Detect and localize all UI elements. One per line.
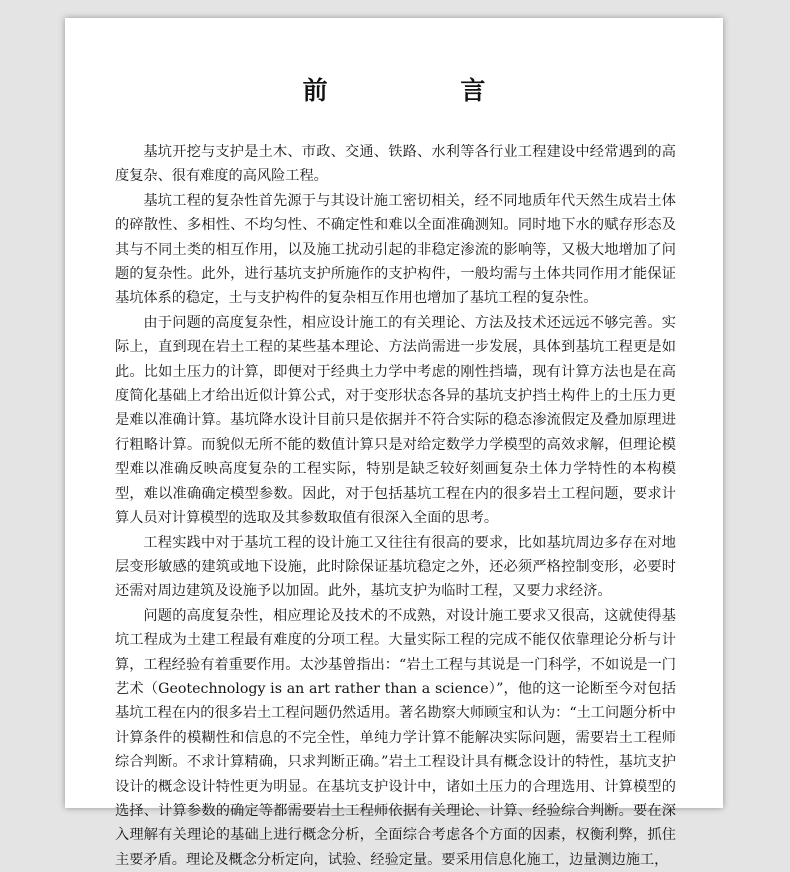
document-page [65,18,723,868]
paragraph: 基坑工程的复杂性首先源于与其设计施工密切相关，经不同地质年代天然生成岩土体的碎散性、多相性、不均匀性、不确定性和难以全面准确测知。同时地下水的赋存形态及其与不同土类的相互作用，以及施工扰动引起的非稳定渗流的影响等，又极大地增加了问题的复杂性。此外，进行基坑支护所施作的支护构件，一般均需与土体共同作用才能保证基坑体系的稳定，土与支护构件的复杂相互作用也增加了基坑工程的复杂性。 [115,192,676,307]
page-title: 前 言 [302,76,548,105]
paragraph: 由于问题的高度复杂性，相应设计施工的有关理论、方法及技术还远远不够完善。实际上，直到现在岩土工程的某些基本理论、方法尚需进一步发展，具体到基坑工程更是如此。比如土压力的计算，即便对于经典土力学中考虑的刚性挡墙，现有计算方法也是在高度简化基础上才给出近似计算公式，对于变形状态各异的基坑支护挡土构件上的土压力更是难以准确计算。基坑降水设计目前只是依据并不符合实际的稳态渗流假定及叠加原理进行粗略计算。而貌似无所不能的数值计算只是对给定数学力学模型的高效求解，但理论模型难以准确反映高度复杂的工程实际，特别是缺乏较好刻画复杂土体力学特性的本构模型，难以准确确定模型参数。因此，对于包括基坑工程在内的很多岩土工程问题，要求计算人员对计算模型的选取及其参数取值有很深入全面的思考。 [115,314,676,527]
paragraph: 问题的高度复杂性，相应理论及技术的不成熟，对设计施工要求又很高，这就使得基坑工程成为土建工程最有难度的分项工程。大量实际工程的完成不能仅依靠理论分析与计算，工程经验有着重要作用。太沙基曾指出：“岩土工程与其说是一门科学，不如说是一门艺术（Geotechnology is an art rather than a science）”，他的这一论断至今对包括基坑工程在内的很多岩土工程问题仍然适用。著名勘察大师顾宝和认为：“土工问题分析中计算条件的模糊性和信息的不完全性，单纯力学计算不能解决实际问题，需要岩土工程师综合判断。不求计算精确，只求判断正确。”岩土工程设计具有概念设计的特性，基坑支护设计的概念设计特性更为明显。在基坑支护设计中，诸如土压力的合理选用、计算模型的选择、计算参数的确定等都需要岩土工程师依据有关理论、计算、经验综合判断。要在深入理解有关理论的基础上进行概念分析，全面综合考虑各个方面的因素，权衡利弊，抓住主要矛盾。理论及概念分析定向，试验、经验定量。要采用信息化施工，边量测边施工， [115,607,676,868]
paragraph: 工程实践中对于基坑工程的设计施工又往往有很高的要求，比如基坑周边多存在对地层变形敏感的建筑或地下设施，此时除保证基坑稳定之外，还必须严格控制变形，必要时还需对周边建筑及设施予以加固。此外，基坑支护为临时工程，又要力求经济。 [115,534,676,600]
paragraph: 基坑开挖与支护是土木、市政、交通、铁路、水利等各行业工程建设中经常遇到的高度复杂、很有难度的高风险工程。 [115,144,676,185]
body-text [115,140,676,872]
